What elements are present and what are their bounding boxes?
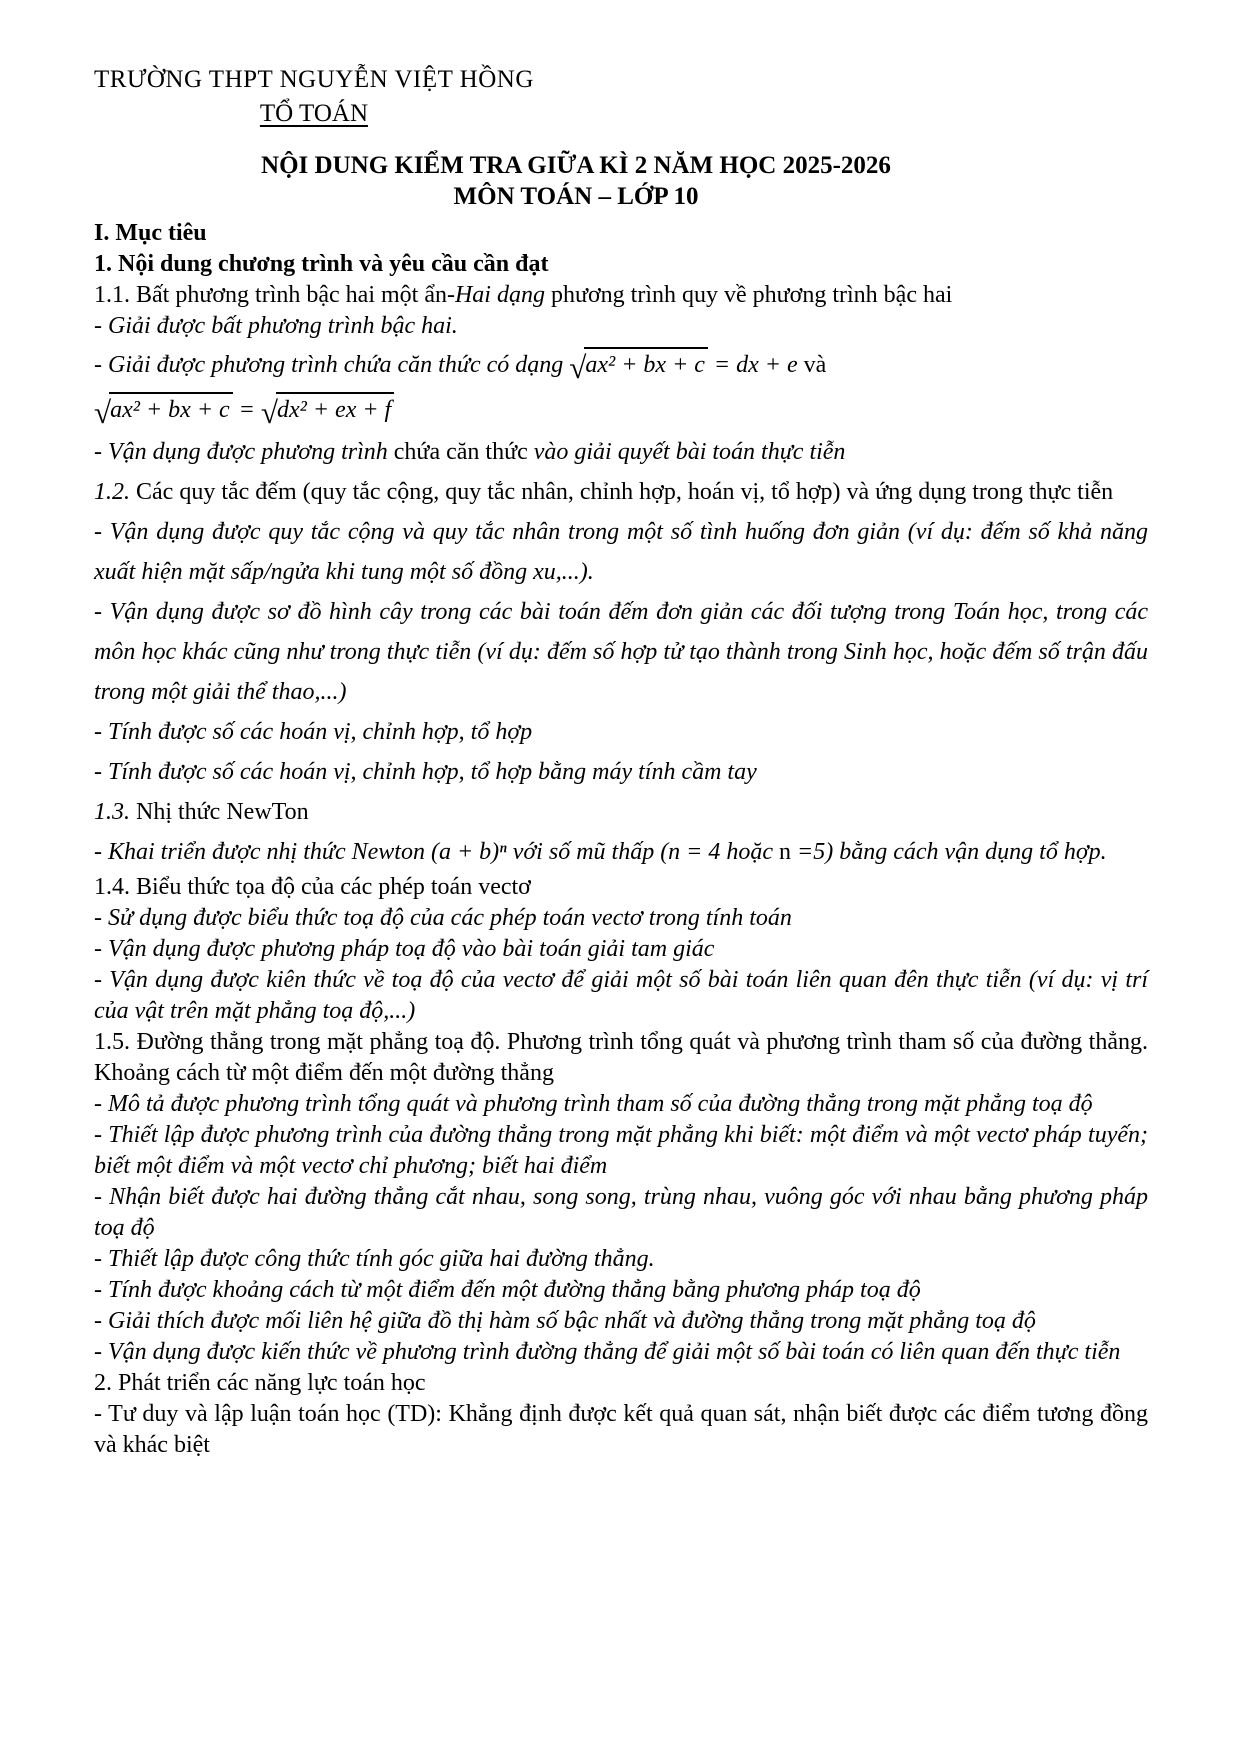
text-run: =: [232, 396, 261, 423]
text-run: - Nhận biết được hai đường thẳng cắt nhau, song song, trùng nhau, vuông góc với nhau bằng phương pháp toạ độ: [94, 1184, 1148, 1241]
header-left-block: [94, 66, 534, 128]
objective-item: [94, 592, 1148, 712]
objective-item: [94, 903, 1148, 934]
radicand: ax² + bx + c: [109, 392, 233, 426]
document-subtitle: MÔN TOÁN – LỚP 10: [453, 183, 699, 210]
text-run: I. Mục tiêu: [94, 220, 207, 246]
text-run: 1.3.: [94, 799, 130, 825]
text-run: - Sử dụng được biểu thức toạ độ của các phép toán vectơ trong tính toán: [94, 905, 792, 931]
objective-item: [94, 712, 1148, 752]
text-run: - Giải được phương trình chứa căn thức có dạng: [94, 351, 570, 378]
text-run: - Mô tả được phương trình tổng quát và phương trình tham số của đường thẳng trong mặt phẳng toạ độ: [94, 1091, 1093, 1117]
text-run: - Vận dụng được kiên thức về toạ độ của vectơ để giải một số bài toán liên quan đên thực tiễn (ví dụ: vị trí của vật trên mặt phẳng toạ độ,...): [94, 967, 1148, 1024]
text-run: - Tư duy và lập luận toán học (TD): Khẳng định được kết quả quan sát, nhận biết được các điểm tương đồng và khác biệt: [94, 1401, 1148, 1458]
text-run: và: [797, 351, 827, 378]
text-run: - Thiết lập được phương trình của đường thẳng trong mặt phẳng khi biết: một điểm và một vectơ pháp tuyến; biết một điểm và một vectơ chỉ phương; biết hai điểm: [94, 1122, 1148, 1179]
text-run: Hai dạng: [454, 282, 545, 308]
text-run: vào giải quyết bài toán thực tiễn: [533, 439, 846, 465]
text-run: =5) bằng cách vận dụng tổ hợp.: [791, 839, 1107, 865]
section-heading: [94, 1368, 1148, 1399]
text-run: 1.5. Đường thẳng trong mặt phẳng toạ độ. Phương trình tổng quát và phương trình tham số của đường thẳng. Khoảng cách từ một điểm đến một đường thẳng: [94, 1029, 1148, 1086]
objective-item: [94, 934, 1148, 965]
objective-item: [94, 965, 1148, 1027]
text-run: - Giải thích được mối liên hệ giữa đồ thị hàm số bậc nhất và đường thẳng trong mặt phẳng toạ độ: [94, 1308, 1036, 1334]
text-run: - Thiết lập được công thức tính góc giữa hai đường thẳng.: [94, 1246, 655, 1272]
objective-item: [94, 512, 1148, 592]
text-run: 1.1. Bất phương trình bậc hai một ẩn-: [94, 282, 455, 308]
text-run: - Khai triển được nhị thức Newton: [94, 839, 431, 865]
text-run: 1.2.: [94, 479, 130, 505]
objective-item: [94, 752, 1148, 792]
text-run: - Vận dụng được quy tắc cộng và quy tắc nhân trong một số tình huống đơn giản (ví dụ: đếm số khả năng xuất hiện mặt sấp/ngửa khi tung một số đồng xu,...).: [94, 519, 1148, 585]
objective-item: [94, 1182, 1148, 1244]
objective-item: [94, 1306, 1148, 1337]
objective-item: [94, 832, 1148, 872]
text-run: 1.4. Biểu thức tọa độ của các phép toán vectơ: [94, 874, 531, 900]
objective-item: [94, 1120, 1148, 1182]
objective-item: [94, 1399, 1148, 1461]
section-heading: [94, 249, 1148, 280]
text-run: - Tính được khoảng cách từ một điểm đến một đường thẳng bằng phương pháp toạ độ: [94, 1277, 921, 1303]
sqrt-expression: [260, 392, 394, 430]
topic-heading: [94, 472, 1148, 512]
text-run: = dx + e: [707, 351, 798, 378]
topic-heading: [94, 280, 1148, 311]
text-run: n: [779, 839, 792, 865]
text-run: - Vận dụng được phương trình: [94, 439, 394, 465]
text-run: Nhị thức NewTon: [130, 799, 309, 825]
objective-item: [94, 1089, 1148, 1120]
text-run: - Vận dụng được phương pháp toạ độ vào bài toán giải tam giác: [94, 936, 715, 962]
text-run: - Giải được bất phương trình bậc hai.: [94, 313, 458, 339]
document-title: NỘI DUNG KIỂM TRA GIỮA KÌ 2 NĂM HỌC 2025-2026: [261, 152, 891, 179]
text-run: - Tính được số các hoán vị, chỉnh hợp, tổ hợp: [94, 719, 533, 745]
objective-item: [94, 342, 1148, 387]
sqrt-expression: [94, 392, 233, 430]
text-run: - Vận dụng được sơ đồ hình cây trong các bài toán đếm đơn giản các đối tượng trong Toán học, trong các môn học khác cũng như trong thực tiễn (ví dụ: đếm số hợp tử tạo thành trong Sinh học, hoặc đếm số trận đấu trong một giải thể thao,...): [94, 599, 1148, 705]
text-run: 1. Nội dung chương trình và yêu cầu cần đạt: [94, 251, 549, 277]
radicand: dx² + ex + f: [276, 392, 394, 426]
text-run: với số mũ thấp (n = 4 hoặc: [506, 839, 780, 865]
text-run: - Tính được số các hoán vị, chỉnh hợp, tổ hợp bằng máy tính cầm tay: [94, 759, 757, 785]
text-run: 2. Phát triển các năng lực toán học: [94, 1370, 426, 1396]
objective-item: [94, 432, 1148, 472]
radical-sign: √: [260, 394, 278, 430]
document-body: [94, 218, 1148, 1461]
section-heading: [94, 218, 1148, 249]
document-header: [94, 66, 1148, 212]
objective-item: [94, 1244, 1148, 1275]
radical-sign: √: [94, 394, 112, 430]
school-name: TRƯỜNG THPT NGUYỄN VIỆT HỒNG: [94, 66, 534, 93]
topic-heading: [94, 792, 1148, 832]
department-name: TỔ TOÁN: [259, 100, 368, 127]
objective-item: [94, 311, 1148, 342]
text-run: - Vận dụng được kiến thức về phương trình đường thẳng để giải một số bài toán có liên quan đến thực tiễn: [94, 1339, 1121, 1365]
topic-heading: [94, 872, 1148, 903]
topic-heading: [94, 1027, 1148, 1089]
text-run: (a + b)ⁿ: [430, 839, 507, 865]
text-run: phương trình quy về phương trình bậc hai: [544, 282, 953, 308]
text-run: chứa căn thức: [393, 439, 534, 465]
title-block: [94, 150, 1148, 212]
objective-item: [94, 1337, 1148, 1368]
radical-sign: √: [569, 349, 587, 385]
formula-line: [94, 387, 1148, 432]
text-run: Các quy tắc đếm (quy tắc cộng, quy tắc nhân, chỉnh hợp, hoán vị, tổ hợp) và ứng dụng trong thực tiễn: [130, 479, 1114, 505]
sqrt-expression: [569, 347, 708, 385]
objective-item: [94, 1275, 1148, 1306]
radicand: ax² + bx + c: [584, 347, 708, 381]
